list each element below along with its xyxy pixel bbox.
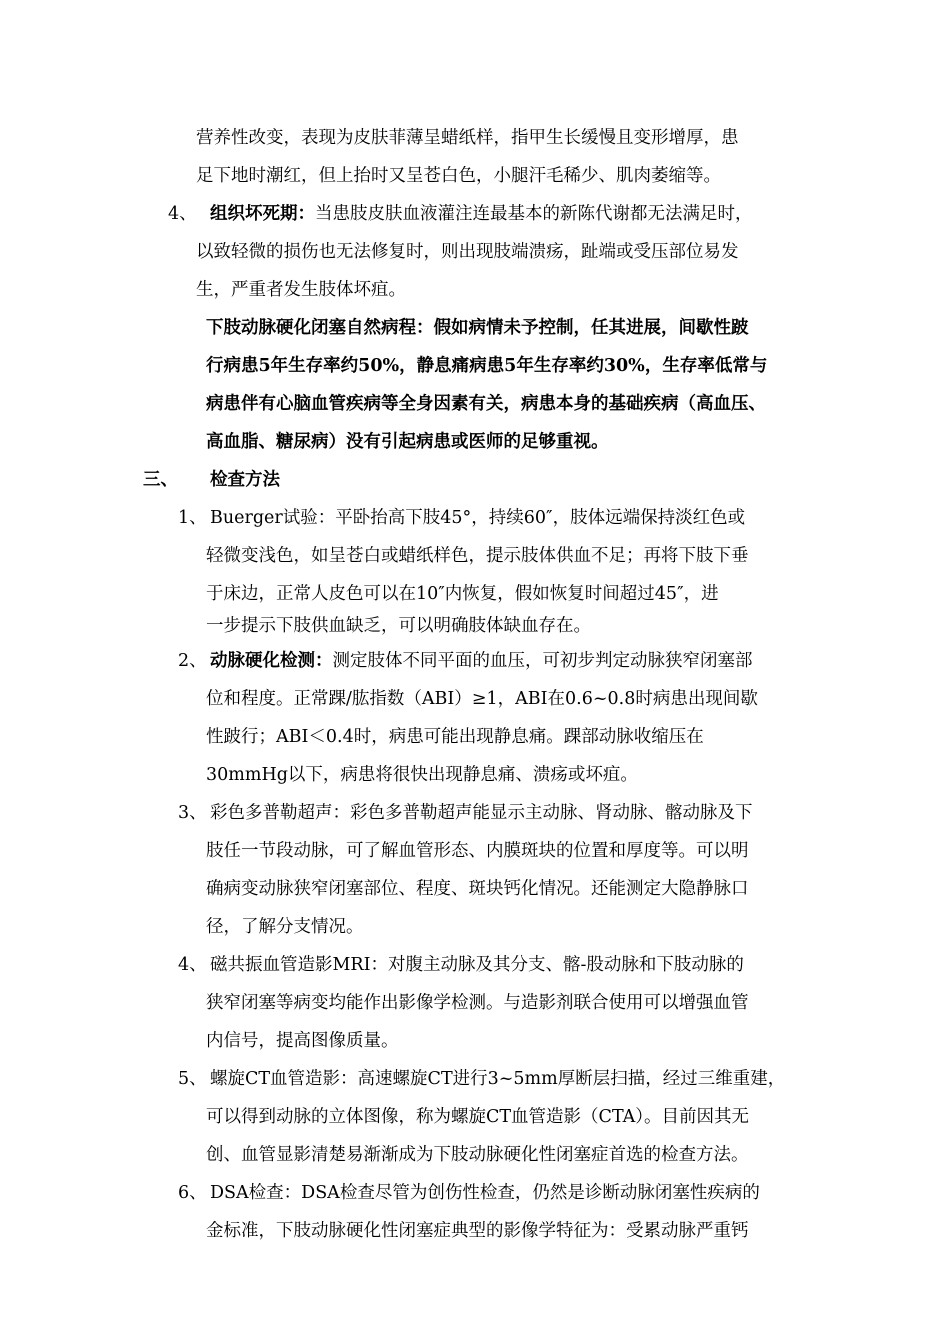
bold-paragraph-line: 下肢动脉硬化闭塞自然病程：假如病情未予控制，任其进展，间歇性跛 [206,318,749,338]
item-text: 测定肢体不同平面的血压，可初步判定动脉狭窄闭塞部 [332,651,753,671]
paragraph-line: 狭窄闭塞等病变均能作出影像学检测。与造影剂联合使用可以增强血管 [206,993,749,1013]
paragraph-line: 30mmHg以下，病患将很快出现静息痛、溃疡或坏疽。 [206,765,638,785]
bold-paragraph-line: 行病患5年生存率约50%，静息痛病患5年生存率约30%，生存率低常与 [206,356,768,376]
list-number: 1、 [178,508,207,528]
paragraph-line: 位和程度。正常踝/肱指数（ABI）≥1，ABI在0.6~0.8时病患出现间歇 [206,689,758,709]
list-number: 3、 [178,803,207,823]
list-item-first-line: DSA检查：DSA检查尽管为创伤性检查，仍然是诊断动脉闭塞性疾病的 [210,1183,760,1203]
paragraph-line: 金标准，下肢动脉硬化性闭塞症典型的影像学特征为：受累动脉严重钙 [206,1221,749,1241]
paragraph-line: 于床边，正常人皮色可以在10″内恢复，假如恢复时间超过45″，进 [206,584,719,604]
paragraph-line: 以致轻微的损伤也无法修复时，则出现肢端溃疡，趾端或受压部位易发 [196,242,739,262]
list-item-first-line: Buerger试验：平卧抬高下肢45°，持续60″，肢体远端保持淡红色或 [210,508,746,528]
paragraph-line: 可以得到动脉的立体图像，称为螺旋CT血管造影（CTA）。目前因其无 [206,1107,750,1127]
paragraph-line: 足下地时潮红，但上抬时又呈苍白色，小腿汗毛稀少、肌肉萎缩等。 [196,166,721,186]
list-number: 6、 [178,1183,207,1203]
paragraph-line: 生，严重者发生肢体坏疽。 [196,280,406,300]
list-number: 5、 [178,1069,207,1089]
paragraph-line: 径，了解分支情况。 [206,917,364,937]
list-item-first-line [210,203,753,225]
section-heading: 检查方法 [210,470,280,490]
section-number: 三、 [143,470,178,490]
list-number: 4、 [168,204,197,224]
list-item-first-line: 螺旋CT血管造影：高速螺旋CT进行3~5mm厚断层扫描，经过三维重建， [210,1069,786,1089]
paragraph-line: 营养性改变，表现为皮肤菲薄呈蜡纸样，指甲生长缓慢且变形增厚，患 [196,128,739,148]
paragraph-line: 肢任一节段动脉，可了解血管形态、内膜斑块的位置和厚度等。可以明 [206,841,749,861]
bold-paragraph-line: 病患伴有心脑血管疾病等全身因素有关，病患本身的基础疾病（高血压、 [206,394,766,414]
list-item-first-line [210,650,753,672]
paragraph-line: 创、血管显影清楚易渐渐成为下肢动脉硬化性闭塞症首选的检查方法。 [206,1145,749,1165]
list-item-first-line: 磁共振血管造影MRI：对腹主动脉及其分支、髂-股动脉和下肢动脉的 [210,955,744,975]
item-title: 组织坏死期： [210,204,315,224]
paragraph-line: 一步提示下肢供血缺乏，可以明确肢体缺血存在。 [206,616,591,636]
bold-paragraph-line: 高血脂、糖尿病）没有引起病患或医师的足够重视。 [206,432,609,452]
paragraph-line: 轻微变浅色，如呈苍白或蜡纸样色，提示肢体供血不足；再将下肢下垂 [206,546,749,566]
list-number: 2、 [178,651,207,671]
item-text: 当患肢皮肤血液灌注连最基本的新陈代谢都无法满足时， [315,204,753,224]
paragraph-line: 内信号，提高图像质量。 [206,1031,399,1051]
paragraph-line: 确病变动脉狭窄闭塞部位、程度、斑块钙化情况。还能测定大隐静脉口 [206,879,749,899]
paragraph-line: 性跛行；ABI＜0.4时，病患可能出现静息痛。踝部动脉收缩压在 [206,727,704,747]
list-number: 4、 [178,955,207,975]
list-item-first-line: 彩色多普勒超声：彩色多普勒超声能显示主动脉、肾动脉、髂动脉及下 [210,803,753,823]
item-title: 动脉硬化检测： [210,651,333,671]
